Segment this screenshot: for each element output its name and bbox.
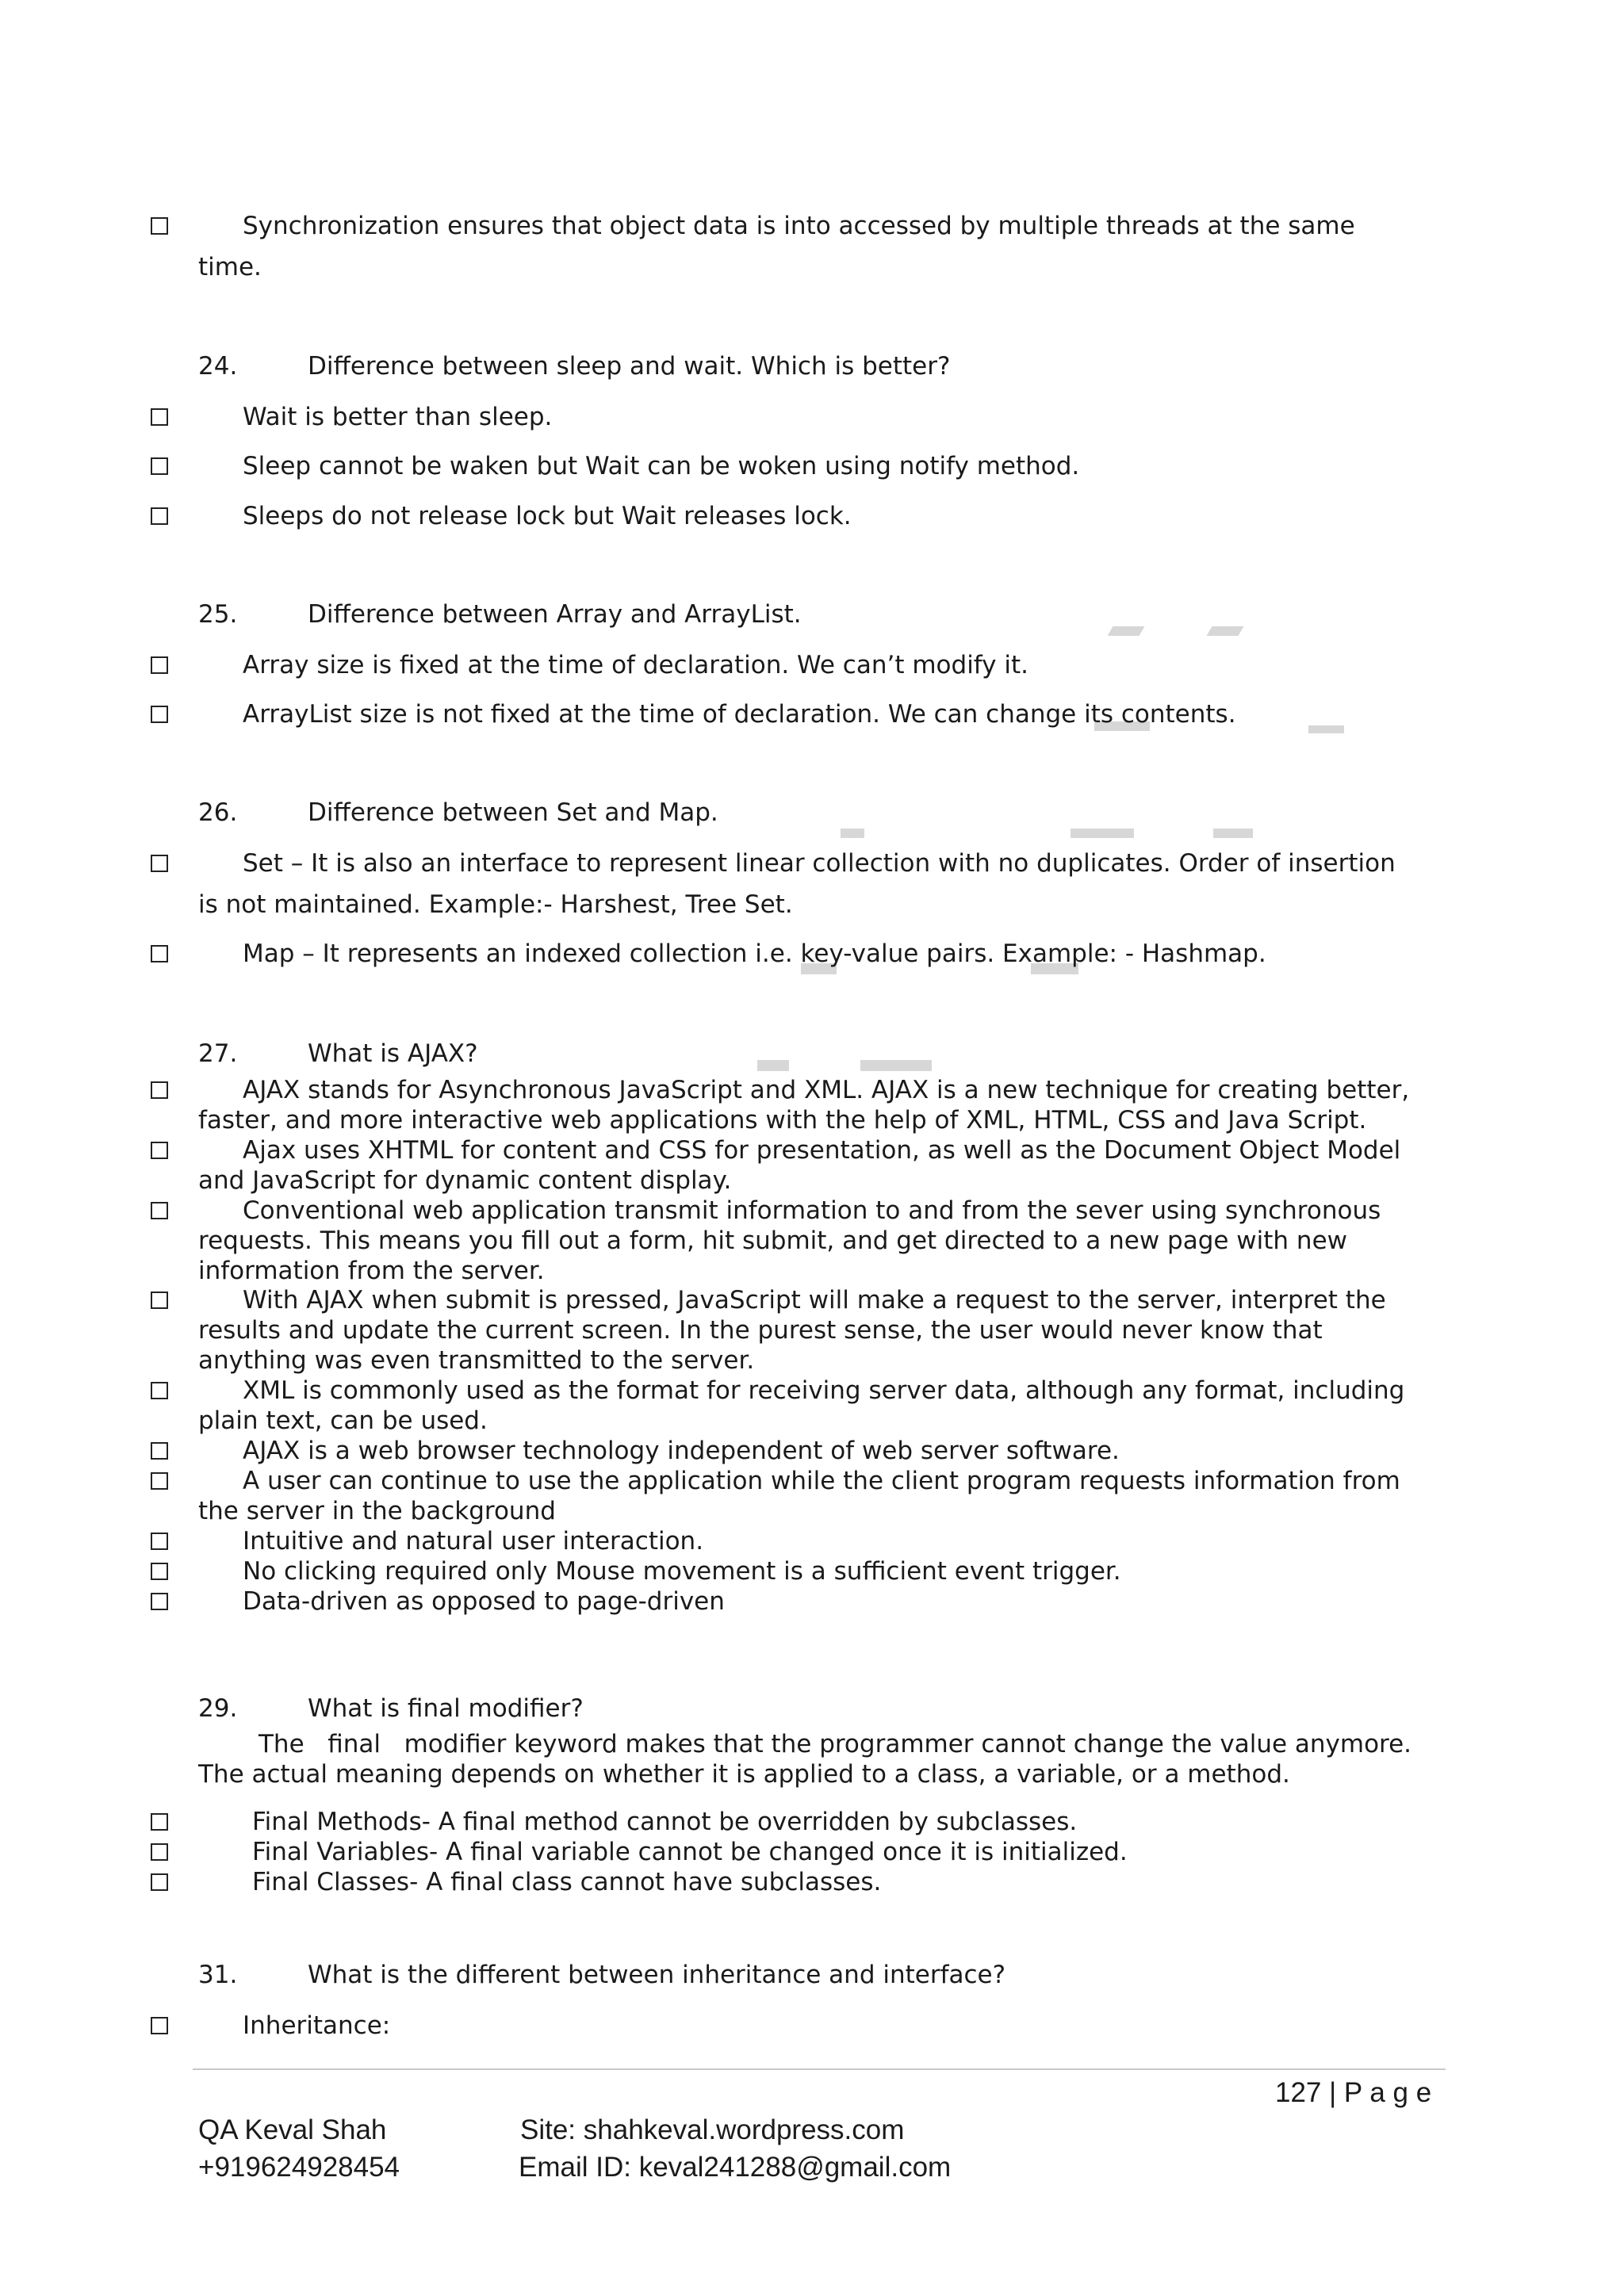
question-number: 25. bbox=[198, 600, 238, 629]
watermark-mark bbox=[1071, 828, 1134, 838]
bullet-text: A user can continue to use the application while the client program requests information from bbox=[243, 1467, 1400, 1495]
bullet-text: XML is commonly used as the format for receiving server data, although any format, including bbox=[243, 1376, 1405, 1405]
checkbox-icon bbox=[151, 457, 168, 475]
watermark-mark bbox=[1308, 725, 1344, 733]
checkbox-icon bbox=[151, 656, 168, 674]
watermark-mark bbox=[841, 828, 864, 838]
checkbox-icon bbox=[151, 217, 168, 235]
watermark-mark bbox=[860, 1060, 932, 1071]
bullet-text: Conventional web application transmit information to and from the sever using synchronous bbox=[243, 1196, 1381, 1225]
bullet-text: AJAX is a web browser technology independent of web server software. bbox=[243, 1437, 1120, 1465]
checkbox-icon bbox=[151, 1593, 168, 1610]
checkbox-icon bbox=[151, 1292, 168, 1309]
bullet-text: No clicking required only Mouse movement is a sufficient event trigger. bbox=[243, 1557, 1121, 1586]
bullet-text-continued: anything was even transmitted to the server. bbox=[198, 1346, 755, 1375]
checkbox-icon bbox=[151, 945, 168, 962]
page-number: 127 | P a g e bbox=[1275, 2077, 1432, 2108]
checkbox-icon bbox=[151, 408, 168, 426]
bullet-text: Data-driven as opposed to page-driven bbox=[243, 1587, 725, 1616]
footer-site: Site: shahkeval.wordpress.com bbox=[520, 2114, 905, 2145]
bullet-text-continued: faster, and more interactive web applications with the help of XML, HTML, CSS and Java Script. bbox=[198, 1106, 1367, 1135]
question-number: 29. bbox=[198, 1694, 238, 1723]
bullet-text: Array size is fixed at the time of declaration. We can’t modify it. bbox=[243, 651, 1029, 679]
bullet-text: Wait is better than sleep. bbox=[243, 403, 553, 431]
bullet-text-continued: is not maintained. Example:- Harshest, Tree Set. bbox=[198, 890, 793, 919]
question-number: 26. bbox=[198, 798, 238, 827]
sync-line-1: Synchronization ensures that object data is into accessed by multiple threads at the same bbox=[243, 212, 1355, 240]
watermark-mark bbox=[1213, 828, 1253, 838]
bullet-text: With AJAX when submit is pressed, JavaScript will make a request to the server, interpret the bbox=[243, 1286, 1386, 1314]
bullet-text: Final Variables- A final variable cannot be changed once it is initialized. bbox=[252, 1838, 1128, 1866]
checkbox-icon bbox=[151, 1442, 168, 1460]
checkbox-icon bbox=[151, 1081, 168, 1099]
question-title: What is the different between inheritance and interface? bbox=[308, 1961, 1006, 1989]
bullet-text: Ajax uses XHTML for content and CSS for presentation, as well as the Document Object Model bbox=[243, 1136, 1401, 1165]
checkbox-icon bbox=[151, 1533, 168, 1550]
checkbox-icon bbox=[151, 1843, 168, 1861]
bullet-text-continued: and JavaScript for dynamic content display. bbox=[198, 1166, 732, 1195]
checkbox-icon bbox=[151, 2017, 168, 2034]
bullet-text: AJAX stands for Asynchronous JavaScript and XML. AJAX is a new technique for creating better, bbox=[243, 1076, 1410, 1104]
paragraph-text: The final modifier keyword makes that the programmer cannot change the value anymore. bbox=[259, 1730, 1412, 1758]
footer-email: Email ID: keval241288@gmail.com bbox=[519, 2152, 952, 2183]
checkbox-icon bbox=[151, 1813, 168, 1831]
bullet-text: Intuitive and natural user interaction. bbox=[243, 1527, 704, 1556]
checkbox-icon bbox=[151, 1142, 168, 1159]
checkbox-icon bbox=[151, 1873, 168, 1891]
bullet-text-continued: requests. This means you fill out a form, hit submit, and get directed to a new page with new bbox=[198, 1226, 1348, 1255]
bullet-text-continued: results and update the current screen. In the purest sense, the user would never know that bbox=[198, 1316, 1323, 1345]
bullet-text: Sleep cannot be waken but Wait can be woken using notify method. bbox=[243, 452, 1080, 480]
checkbox-icon bbox=[151, 1563, 168, 1580]
question-number: 27. bbox=[198, 1039, 238, 1068]
question-title: Difference between Array and ArrayList. bbox=[308, 600, 802, 629]
bullet-text: Sleeps do not release lock but Wait releases lock. bbox=[243, 502, 852, 530]
bullet-text: Map – It represents an indexed collection i.e. key-value pairs. Example: - Hashmap. bbox=[243, 939, 1266, 968]
checkbox-icon bbox=[151, 1382, 168, 1399]
watermark-mark bbox=[757, 1060, 789, 1071]
checkbox-icon bbox=[151, 507, 168, 525]
bullet-text-continued: the server in the background bbox=[198, 1497, 556, 1525]
question-title: What is final modifier? bbox=[308, 1694, 584, 1723]
bullet-text: Inheritance: bbox=[243, 2011, 391, 2040]
checkbox-icon bbox=[151, 1202, 168, 1219]
bullet-text: ArrayList size is not fixed at the time of declaration. We can change its contents. bbox=[243, 700, 1236, 729]
sync-line-2: time. bbox=[198, 253, 262, 281]
question-title: Difference between Set and Map. bbox=[308, 798, 718, 827]
question-title: What is AJAX? bbox=[308, 1039, 478, 1068]
checkbox-icon bbox=[151, 1472, 168, 1490]
question-number: 31. bbox=[198, 1961, 238, 1989]
paragraph-text: The actual meaning depends on whether it is applied to a class, a variable, or a method. bbox=[198, 1760, 1290, 1789]
footer-author: QA Keval Shah bbox=[198, 2114, 387, 2145]
watermark-mark bbox=[1108, 626, 1145, 636]
checkbox-icon bbox=[151, 855, 168, 872]
bullet-text: Final Classes- A final class cannot have subclasses. bbox=[252, 1868, 882, 1896]
question-number: 24. bbox=[198, 352, 238, 381]
checkbox-icon bbox=[151, 706, 168, 723]
footer-divider bbox=[193, 2068, 1446, 2070]
bullet-text-continued: plain text, can be used. bbox=[198, 1406, 488, 1435]
watermark-mark bbox=[1207, 626, 1244, 636]
bullet-text: Set – It is also an interface to represent linear collection with no duplicates. Order of insertion bbox=[243, 849, 1396, 878]
question-title: Difference between sleep and wait. Which is better? bbox=[308, 352, 951, 381]
footer-phone: +919624928454 bbox=[198, 2152, 400, 2183]
bullet-text: Final Methods- A final method cannot be overridden by subclasses. bbox=[252, 1808, 1078, 1836]
bullet-text-continued: information from the server. bbox=[198, 1257, 545, 1285]
